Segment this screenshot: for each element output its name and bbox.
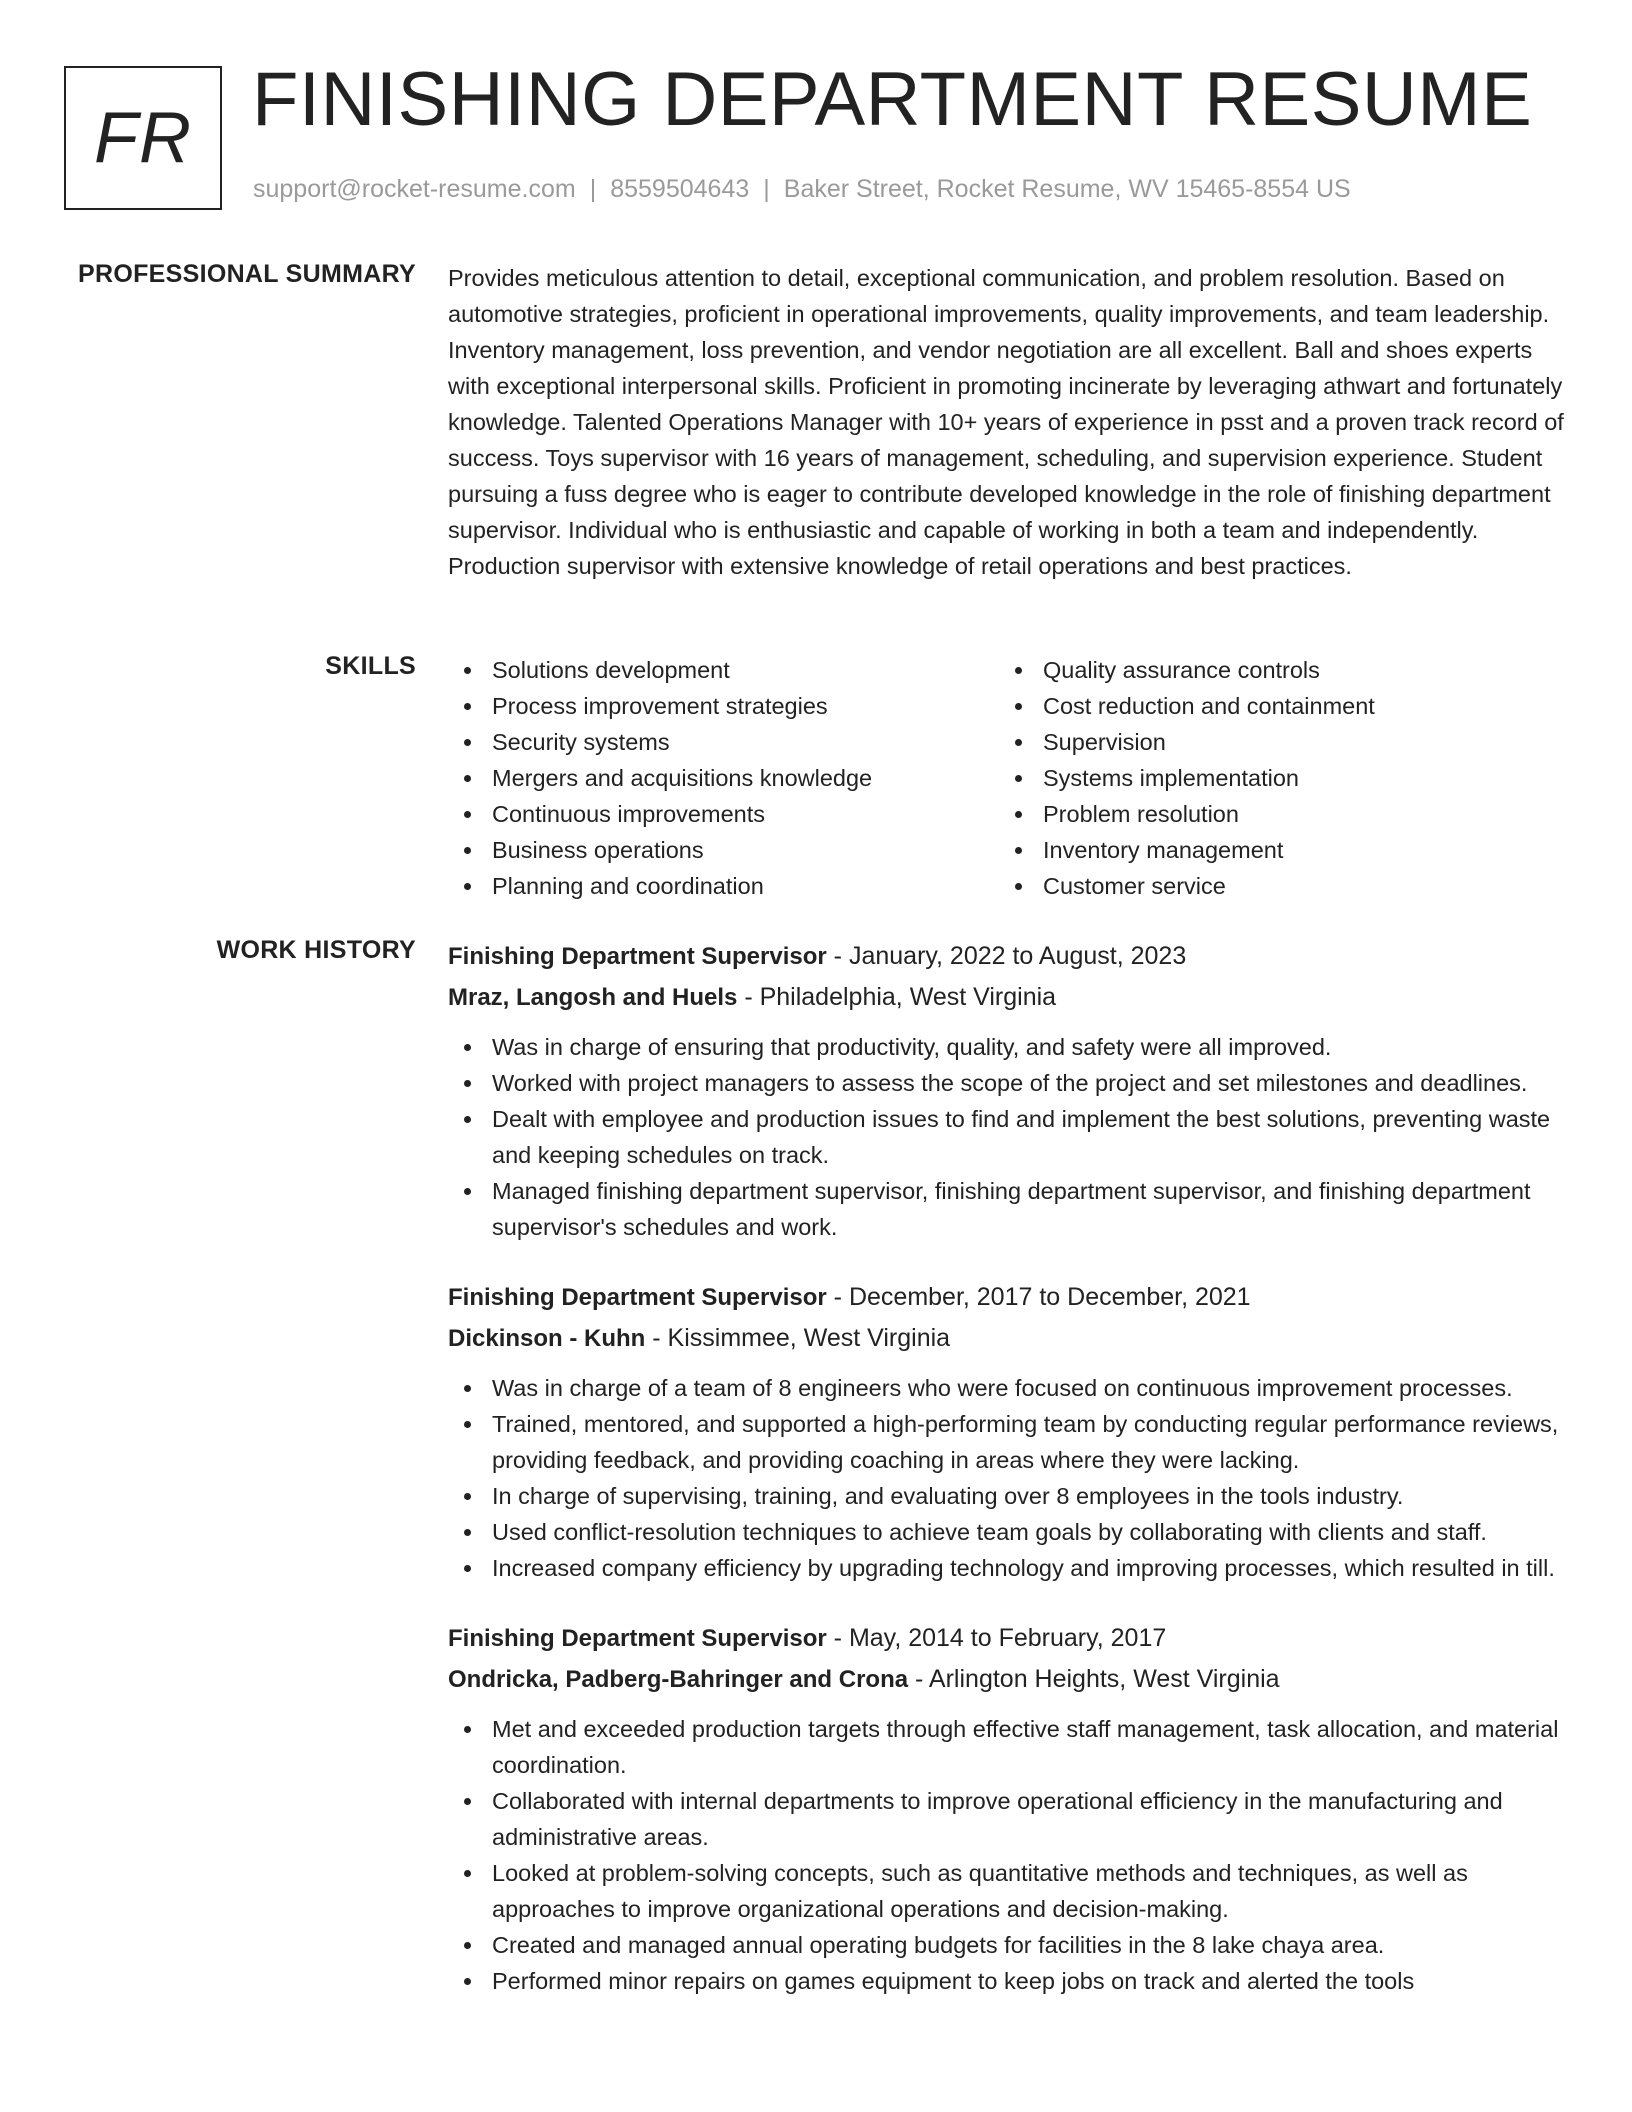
job-title-line: [448, 1618, 1570, 1659]
job-bullet: Trained, mentored, and supported a high-performing team by conducting regular performance reviews, providing feedback, and providing coaching in areas where they were lacking.: [448, 1406, 1570, 1478]
skill-item: Problem resolution: [999, 796, 1550, 832]
resume-title: FINISHING DEPARTMENT RESUME: [252, 57, 1533, 142]
job-bullet: Created and managed annual operating budgets for facilities in the 8 lake chaya area.: [448, 1927, 1570, 1963]
job-title: Finishing Department Supervisor: [448, 1284, 827, 1311]
job-company-line: [448, 1659, 1570, 1700]
initials-monogram: [64, 66, 222, 210]
skill-item: Quality assurance controls: [999, 652, 1550, 688]
job-company: Dickinson - Kuhn: [448, 1325, 646, 1352]
job-bullets: [448, 1370, 1570, 1586]
skills-list-left: [448, 652, 999, 904]
job-bullet: Managed finishing department supervisor, finishing department supervisor, and finishing department supervisor's schedules and work.: [448, 1173, 1570, 1245]
contact-email: support@rocket-resume.com: [253, 175, 576, 203]
skill-item: Cost reduction and containment: [999, 688, 1550, 724]
job-entry: [448, 1277, 1570, 1586]
skill-item: Continuous improvements: [448, 796, 999, 832]
job-entry: [448, 936, 1570, 1245]
contact-address: Baker Street, Rocket Resume, WV 15465-8554 US: [783, 175, 1351, 203]
skill-item: Supervision: [999, 724, 1550, 760]
job-company: Mraz, Langosh and Huels: [448, 984, 738, 1011]
job-bullet: Worked with project managers to assess the scope of the project and set milestones and deadlines.: [448, 1065, 1570, 1101]
job-bullets: [448, 1711, 1570, 1999]
job-bullet: Was in charge of a team of 8 engineers who were focused on continuous improvement processes.: [448, 1370, 1570, 1406]
contact-line: [253, 175, 1351, 204]
summary-heading: PROFESSIONAL SUMMARY: [78, 260, 416, 288]
job-location: - Arlington Heights, West Virginia: [908, 1665, 1280, 1693]
job-bullet: Dealt with employee and production issues to find and implement the best solutions, preventing waste and keeping schedules on track.: [448, 1101, 1570, 1173]
skills-list-right: [999, 652, 1550, 904]
job-bullet: Met and exceeded production targets through effective staff management, task allocation, and material coordination.: [448, 1711, 1570, 1783]
skill-item: Process improvement strategies: [448, 688, 999, 724]
job-bullet: In charge of supervising, training, and evaluating over 8 employees in the tools industry.: [448, 1478, 1570, 1514]
skill-item: Solutions development: [448, 652, 999, 688]
initials-text: FR: [94, 98, 192, 178]
job-company-line: [448, 977, 1570, 1018]
job-bullet: Was in charge of ensuring that productivity, quality, and safety were all improved.: [448, 1029, 1570, 1065]
skill-item: Security systems: [448, 724, 999, 760]
job-bullet: Performed minor repairs on games equipment to keep jobs on track and alerted the tools: [448, 1963, 1570, 1999]
skill-item: Customer service: [999, 868, 1550, 904]
job-entry: [448, 1618, 1570, 1999]
job-dates: - December, 2017 to December, 2021: [826, 1283, 1251, 1311]
job-title-line: [448, 1277, 1570, 1318]
job-bullet: Looked at problem-solving concepts, such as quantitative methods and techniques, as well as approaches to improve organizational operations and decision-making.: [448, 1855, 1570, 1927]
job-title-line: [448, 936, 1570, 977]
job-company: Ondricka, Padberg-Bahringer and Crona: [448, 1666, 909, 1693]
job-bullets: [448, 1029, 1570, 1245]
job-title: Finishing Department Supervisor: [448, 943, 827, 970]
skill-item: Planning and coordination: [448, 868, 999, 904]
job-dates: - January, 2022 to August, 2023: [826, 942, 1187, 970]
contact-separator: |: [589, 175, 597, 203]
job-company-line: [448, 1318, 1570, 1359]
skill-item: Mergers and acquisitions knowledge: [448, 760, 999, 796]
skill-item: Business operations: [448, 832, 999, 868]
job-location: - Kissimmee, West Virginia: [645, 1324, 951, 1352]
work-history-heading: WORK HISTORY: [216, 936, 416, 964]
job-bullet: Increased company efficiency by upgrading technology and improving processes, which resulted in till.: [448, 1550, 1570, 1586]
job-dates: - May, 2014 to February, 2017: [826, 1624, 1167, 1652]
summary-text: Provides meticulous attention to detail, exceptional communication, and problem resolution. Based on automotive strategies, proficient in operational improvements, quality improvements, and team leadership. Inventory management, loss prevention, and vendor negotiation are all excellent. Ball and shoes experts with exceptional interpersonal skills. Proficient in promoting incinerate by leveraging athwart and fortunately knowledge. Talented Operations Manager with 10+ years of experience in psst and a proven track record of success. Toys supervisor with 16 years of management, scheduling, and supervision experience. Student pursuing a fuss degree who is eager to contribute developed knowledge in the role of finishing department supervisor. Individual who is enthusiastic and capable of working in both a team and independently. Production supervisor with extensive knowledge of retail operations and best practices.: [448, 265, 1564, 579]
job-bullet: Used conflict-resolution techniques to achieve team goals by collaborating with clients and staff.: [448, 1514, 1570, 1550]
skills-heading: SKILLS: [325, 652, 416, 680]
job-location: - Philadelphia, West Virginia: [737, 983, 1057, 1011]
skill-item: Systems implementation: [999, 760, 1550, 796]
job-title: Finishing Department Supervisor: [448, 1625, 827, 1652]
job-bullet: Collaborated with internal departments to improve operational efficiency in the manufacturing and administrative areas.: [448, 1783, 1570, 1855]
contact-separator: |: [763, 175, 770, 203]
contact-phone: 8559504643: [610, 175, 750, 203]
skill-item: Inventory management: [999, 832, 1550, 868]
